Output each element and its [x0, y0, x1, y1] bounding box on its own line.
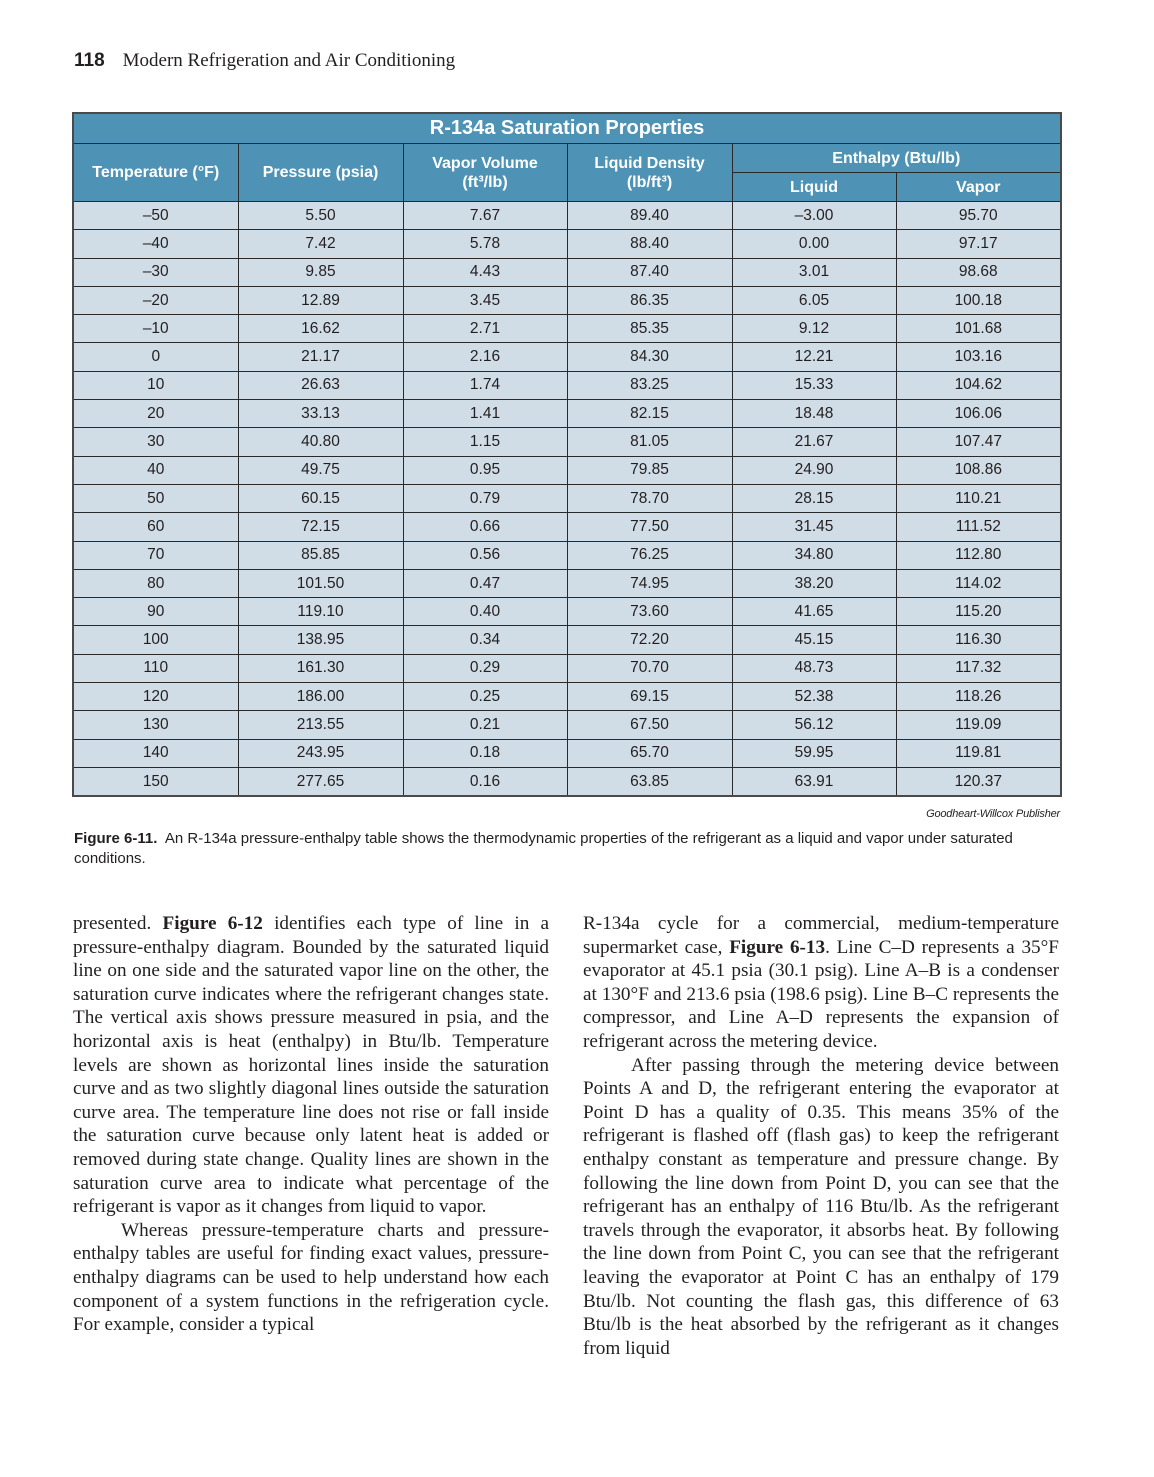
page-number: 118: [74, 50, 105, 71]
pressure-cell: 21.17: [238, 343, 403, 371]
temperature-cell: –10: [73, 315, 238, 343]
table-row: [73, 258, 1061, 286]
enthalpy-vapor-cell: 112.80: [896, 541, 1061, 569]
header-enthalpy-group: Enthalpy (Btu/lb): [732, 144, 1061, 173]
saturation-table-figure: [72, 112, 1060, 797]
header-vapor-volume-line2: (ft³/lb): [462, 173, 508, 191]
temperature-cell: 40: [73, 456, 238, 484]
vapor-volume-cell: 0.34: [403, 626, 567, 654]
vapor-volume-cell: 0.29: [403, 654, 567, 682]
enthalpy-vapor-cell: 101.68: [896, 315, 1061, 343]
vapor-volume-cell: 1.15: [403, 428, 567, 456]
table-row: [73, 513, 1061, 541]
enthalpy-liquid-cell: 15.33: [732, 371, 896, 399]
pressure-cell: 49.75: [238, 456, 403, 484]
enthalpy-liquid-cell: 24.90: [732, 456, 896, 484]
table-row: [73, 286, 1061, 314]
enthalpy-vapor-cell: 97.17: [896, 230, 1061, 258]
header-vapor-volume: [403, 144, 567, 202]
vapor-volume-cell: 5.78: [403, 230, 567, 258]
enthalpy-liquid-cell: 12.21: [732, 343, 896, 371]
pressure-cell: 12.89: [238, 286, 403, 314]
vapor-volume-cell: 0.21: [403, 711, 567, 739]
enthalpy-vapor-cell: 115.20: [896, 598, 1061, 626]
liquid-density-cell: 70.70: [567, 654, 732, 682]
pressure-cell: 277.65: [238, 767, 403, 796]
liquid-density-cell: 65.70: [567, 739, 732, 767]
liquid-density-cell: 67.50: [567, 711, 732, 739]
temperature-cell: 50: [73, 484, 238, 512]
enthalpy-vapor-cell: 107.47: [896, 428, 1061, 456]
table-row: [73, 541, 1061, 569]
enthalpy-liquid-cell: 38.20: [732, 569, 896, 597]
enthalpy-liquid-cell: 9.12: [732, 315, 896, 343]
table-row: [73, 230, 1061, 258]
table-row: [73, 739, 1061, 767]
pressure-cell: 72.15: [238, 513, 403, 541]
header-liquid-density-line2: (lb/ft³): [626, 173, 673, 191]
vapor-volume-cell: 2.16: [403, 343, 567, 371]
body-column-right: [583, 912, 1059, 1360]
liquid-density-cell: 77.50: [567, 513, 732, 541]
table-row: [73, 654, 1061, 682]
liquid-density-cell: 85.35: [567, 315, 732, 343]
vapor-volume-cell: 1.41: [403, 400, 567, 428]
enthalpy-vapor-cell: 100.18: [896, 286, 1061, 314]
enthalpy-vapor-cell: 110.21: [896, 484, 1061, 512]
liquid-density-cell: 63.85: [567, 767, 732, 796]
vapor-volume-cell: 7.67: [403, 202, 567, 230]
table-title: R-134a Saturation Properties: [73, 113, 1061, 144]
vapor-volume-cell: 2.71: [403, 315, 567, 343]
pressure-cell: 16.62: [238, 315, 403, 343]
table-row: [73, 683, 1061, 711]
figure-caption-label: Figure 6-11.: [74, 830, 158, 847]
liquid-density-cell: 87.40: [567, 258, 732, 286]
pressure-cell: 9.85: [238, 258, 403, 286]
liquid-density-cell: 82.15: [567, 400, 732, 428]
enthalpy-vapor-cell: 118.26: [896, 683, 1061, 711]
liquid-density-cell: 83.25: [567, 371, 732, 399]
figure-reference: Figure 6-12: [162, 913, 263, 934]
temperature-cell: 110: [73, 654, 238, 682]
pressure-cell: 161.30: [238, 654, 403, 682]
vapor-volume-cell: 0.95: [403, 456, 567, 484]
table-row: [73, 484, 1061, 512]
enthalpy-vapor-cell: 95.70: [896, 202, 1061, 230]
vapor-volume-cell: 4.43: [403, 258, 567, 286]
pressure-cell: 40.80: [238, 428, 403, 456]
liquid-density-cell: 78.70: [567, 484, 732, 512]
liquid-density-cell: 81.05: [567, 428, 732, 456]
vapor-volume-cell: 0.56: [403, 541, 567, 569]
liquid-density-cell: 69.15: [567, 683, 732, 711]
saturation-properties-table: [72, 112, 1062, 797]
pressure-cell: 60.15: [238, 484, 403, 512]
figure-credit: Goodheart-Willcox Publisher: [926, 808, 1060, 820]
table-body: [73, 202, 1061, 797]
vapor-volume-cell: 0.25: [403, 683, 567, 711]
temperature-cell: –30: [73, 258, 238, 286]
pressure-cell: 213.55: [238, 711, 403, 739]
enthalpy-liquid-cell: 34.80: [732, 541, 896, 569]
enthalpy-liquid-cell: 18.48: [732, 400, 896, 428]
figure-caption-text: An R-134a pressure-enthalpy table shows the thermodynamic properties of the refrigerant as a liquid and vapor under saturated conditions.: [74, 830, 1013, 867]
liquid-density-cell: 84.30: [567, 343, 732, 371]
body-paragraph: [583, 912, 1059, 1054]
enthalpy-vapor-cell: 119.09: [896, 711, 1061, 739]
body-text: presented.: [73, 913, 163, 934]
temperature-cell: 60: [73, 513, 238, 541]
temperature-cell: 0: [73, 343, 238, 371]
temperature-cell: 90: [73, 598, 238, 626]
header-enthalpy-vapor: Vapor: [896, 173, 1061, 202]
table-row: [73, 343, 1061, 371]
pressure-cell: 5.50: [238, 202, 403, 230]
pressure-cell: 243.95: [238, 739, 403, 767]
enthalpy-liquid-cell: 31.45: [732, 513, 896, 541]
enthalpy-vapor-cell: 119.81: [896, 739, 1061, 767]
table-row: [73, 711, 1061, 739]
table-row: [73, 400, 1061, 428]
enthalpy-vapor-cell: 120.37: [896, 767, 1061, 796]
vapor-volume-cell: 0.16: [403, 767, 567, 796]
enthalpy-liquid-cell: 63.91: [732, 767, 896, 796]
temperature-cell: 20: [73, 400, 238, 428]
temperature-cell: 100: [73, 626, 238, 654]
pressure-cell: 33.13: [238, 400, 403, 428]
enthalpy-vapor-cell: 106.06: [896, 400, 1061, 428]
temperature-cell: 140: [73, 739, 238, 767]
vapor-volume-cell: 3.45: [403, 286, 567, 314]
figure-reference: Figure 6-13: [729, 936, 826, 958]
liquid-density-cell: 86.35: [567, 286, 732, 314]
vapor-volume-cell: 0.66: [403, 513, 567, 541]
temperature-cell: 70: [73, 541, 238, 569]
liquid-density-cell: 76.25: [567, 541, 732, 569]
enthalpy-vapor-cell: 116.30: [896, 626, 1061, 654]
temperature-cell: 10: [73, 371, 238, 399]
enthalpy-vapor-cell: 111.52: [896, 513, 1061, 541]
liquid-density-cell: 88.40: [567, 230, 732, 258]
enthalpy-liquid-cell: 56.12: [732, 711, 896, 739]
header-liquid-density: [567, 144, 732, 202]
enthalpy-liquid-cell: 28.15: [732, 484, 896, 512]
pressure-cell: 119.10: [238, 598, 403, 626]
table-row: [73, 456, 1061, 484]
header-enthalpy-liquid: Liquid: [732, 173, 896, 202]
pressure-cell: 101.50: [238, 569, 403, 597]
running-head: [74, 50, 455, 76]
enthalpy-liquid-cell: –3.00: [732, 202, 896, 230]
vapor-volume-cell: 0.40: [403, 598, 567, 626]
temperature-cell: 120: [73, 683, 238, 711]
body-paragraph: Whereas pressure-temperature charts and pressure-enthalpy tables are useful for finding exact values, pressure-enthalpy diagrams can be used to help understand how each component of a system functions in the refrigeration cycle. For example, consider a typical: [73, 1219, 549, 1336]
table-row: [73, 598, 1061, 626]
enthalpy-vapor-cell: 104.62: [896, 371, 1061, 399]
header-temperature: Temperature (°F): [73, 144, 238, 202]
enthalpy-liquid-cell: 45.15: [732, 626, 896, 654]
enthalpy-liquid-cell: 0.00: [732, 230, 896, 258]
pressure-cell: 26.63: [238, 371, 403, 399]
enthalpy-liquid-cell: 21.67: [732, 428, 896, 456]
enthalpy-vapor-cell: 98.68: [896, 258, 1061, 286]
enthalpy-vapor-cell: 108.86: [896, 456, 1061, 484]
pressure-cell: 186.00: [238, 683, 403, 711]
pressure-cell: 85.85: [238, 541, 403, 569]
table-title-row: [73, 113, 1061, 144]
table-row: [73, 626, 1061, 654]
enthalpy-liquid-cell: 6.05: [732, 286, 896, 314]
header-pressure: Pressure (psia): [238, 144, 403, 202]
enthalpy-vapor-cell: 103.16: [896, 343, 1061, 371]
vapor-volume-cell: 1.74: [403, 371, 567, 399]
header-vapor-volume-line1: Vapor Volume: [432, 154, 538, 172]
temperature-cell: –40: [73, 230, 238, 258]
temperature-cell: –50: [73, 202, 238, 230]
enthalpy-liquid-cell: 41.65: [732, 598, 896, 626]
table-row: [73, 428, 1061, 456]
temperature-cell: 130: [73, 711, 238, 739]
enthalpy-vapor-cell: 117.32: [896, 654, 1061, 682]
body-text: identifies each type of line in a pressure-enthalpy diagram. Bounded by the saturated liquid line on one side and the saturated vapor line on the other, the saturation curve indicates where the refrigerant changes state. The vertical axis shows pressure measured in psia, and the horizontal axis is heat (enthalpy) in Btu/lb. Temperature levels are shown as horizontal lines inside the saturation curve and as two slightly diagonal lines outside the saturation curve area. The temperature line does not rise or fall inside the saturation curve because only latent heat is added or removed during state change. Quality lines are shown in the saturation curve area to indicate what percentage of the refrigerant is vapor as it changes from liquid to vapor.: [73, 913, 549, 1218]
figure-caption: [74, 829, 1064, 869]
table-row: [73, 371, 1061, 399]
temperature-cell: 80: [73, 569, 238, 597]
body-paragraph: After passing through the metering device between Points A and D, the refrigerant entering the evaporator at Point D has a quality of 0.35. This means 35% of the refrigerant is flashed off (flash gas) to keep the refrigerant enthalpy constant as temperature and pressure change. By following the line down from Point D, you can see that the refrigerant has an enthalpy of 116 Btu/lb. As the refrigerant travels through the evaporator, it absorbs heat. By following the line down from Point C, you can see that the refrigerant leaving the evaporator at Point C has an enthalpy of 179 Btu/lb. Not counting the flash gas, this difference of 63 Btu/lb is the heat absorbed by the refrigerant as it changes from liquid: [583, 1054, 1059, 1359]
body-text: . Line C–D represents a 35°F evaporator at 45.1 psia (30.1 psig). Line A–B is a condenser at 130°F and 213.6 psia (198.6 psig). Line B–C represents the compressor, and Line A–D represents the expansion of refrigerant across the metering device.: [583, 936, 1059, 1052]
vapor-volume-cell: 0.47: [403, 569, 567, 597]
table-row: [73, 767, 1061, 796]
table-row: [73, 202, 1061, 230]
body-text: R-134a cycle for a commercial, medium-temperature supermarket case,: [583, 913, 1059, 958]
liquid-density-cell: 73.60: [567, 598, 732, 626]
enthalpy-vapor-cell: 114.02: [896, 569, 1061, 597]
body-paragraph: [73, 912, 549, 1219]
liquid-density-cell: 72.20: [567, 626, 732, 654]
vapor-volume-cell: 0.79: [403, 484, 567, 512]
enthalpy-liquid-cell: 59.95: [732, 739, 896, 767]
body-column-left: [73, 912, 549, 1337]
header-row-1: [73, 144, 1061, 173]
temperature-cell: 30: [73, 428, 238, 456]
liquid-density-cell: 79.85: [567, 456, 732, 484]
enthalpy-liquid-cell: 3.01: [732, 258, 896, 286]
book-title: Modern Refrigeration and Air Conditioning: [122, 50, 456, 71]
enthalpy-liquid-cell: 52.38: [732, 683, 896, 711]
temperature-cell: 150: [73, 767, 238, 796]
enthalpy-liquid-cell: 48.73: [732, 654, 896, 682]
pressure-cell: 7.42: [238, 230, 403, 258]
header-liquid-density-line1: Liquid Density: [594, 154, 705, 172]
vapor-volume-cell: 0.18: [403, 739, 567, 767]
pressure-cell: 138.95: [238, 626, 403, 654]
table-row: [73, 569, 1061, 597]
table-row: [73, 315, 1061, 343]
liquid-density-cell: 74.95: [567, 569, 732, 597]
temperature-cell: –20: [73, 286, 238, 314]
liquid-density-cell: 89.40: [567, 202, 732, 230]
